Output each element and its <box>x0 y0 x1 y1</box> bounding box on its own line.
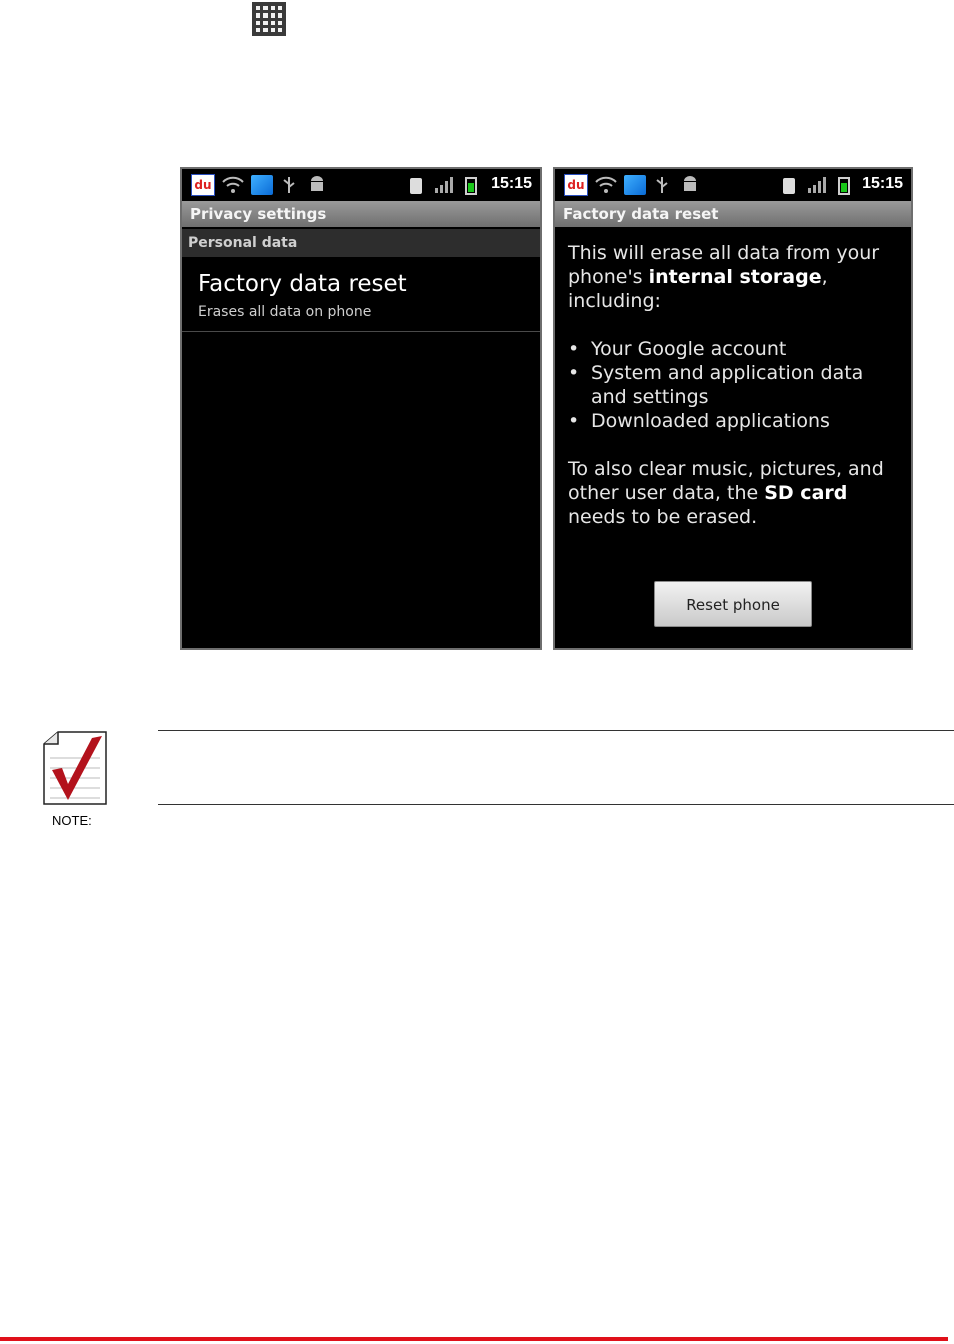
signal-icon <box>434 176 454 194</box>
status-bar <box>555 169 911 201</box>
sync-app-icon <box>624 175 646 195</box>
list-item: • Downloaded applications <box>568 409 903 433</box>
erase-list <box>568 337 903 433</box>
intro-paragraph: This will erase all data from your phone's internal storage, including: <box>568 242 880 312</box>
usb-icon <box>655 176 669 194</box>
list-item: • Your Google account <box>568 337 903 361</box>
android-debug-icon <box>681 176 699 194</box>
battery-icon <box>838 177 850 195</box>
android-debug-icon <box>308 176 326 194</box>
factory-data-reset-item[interactable] <box>182 257 540 332</box>
note-label: NOTE: <box>52 813 92 828</box>
screen-title: Factory data reset <box>555 201 911 227</box>
internal-storage-emphasis: internal storage <box>648 266 822 288</box>
reset-phone-button[interactable]: Reset phone <box>654 581 812 627</box>
wifi-icon <box>222 176 244 194</box>
list-item: • System and application data and settings <box>568 361 903 409</box>
battery-icon <box>465 177 477 195</box>
clock: 15:15 <box>862 175 903 192</box>
sim-icon <box>783 178 795 194</box>
footer-rule <box>0 1337 948 1341</box>
du-app-icon: du <box>564 174 588 196</box>
status-bar <box>182 169 540 201</box>
factory-reset-screen <box>553 167 913 650</box>
note-divider-bottom <box>158 804 954 805</box>
privacy-settings-screen <box>180 167 542 650</box>
item-subtitle: Erases all data on phone <box>198 304 372 320</box>
sd-card-emphasis: SD card <box>764 482 848 504</box>
outro-paragraph: To also clear music, pictures, and other user data, the SD card needs to be erased. <box>568 458 884 528</box>
usb-icon <box>282 176 296 194</box>
apps-grid-icon <box>252 2 286 36</box>
wifi-icon <box>595 176 617 194</box>
item-title: Factory data reset <box>198 271 407 297</box>
clock: 15:15 <box>491 175 532 192</box>
du-app-icon: du <box>191 174 215 196</box>
sync-app-icon <box>251 175 273 195</box>
note-checkmark-icon <box>40 730 112 810</box>
sim-icon <box>410 178 422 194</box>
screen-title: Privacy settings <box>182 201 540 227</box>
note-divider-top <box>158 730 954 731</box>
section-header: Personal data <box>182 229 540 257</box>
signal-icon <box>807 176 827 194</box>
reset-warning-text <box>568 241 903 529</box>
